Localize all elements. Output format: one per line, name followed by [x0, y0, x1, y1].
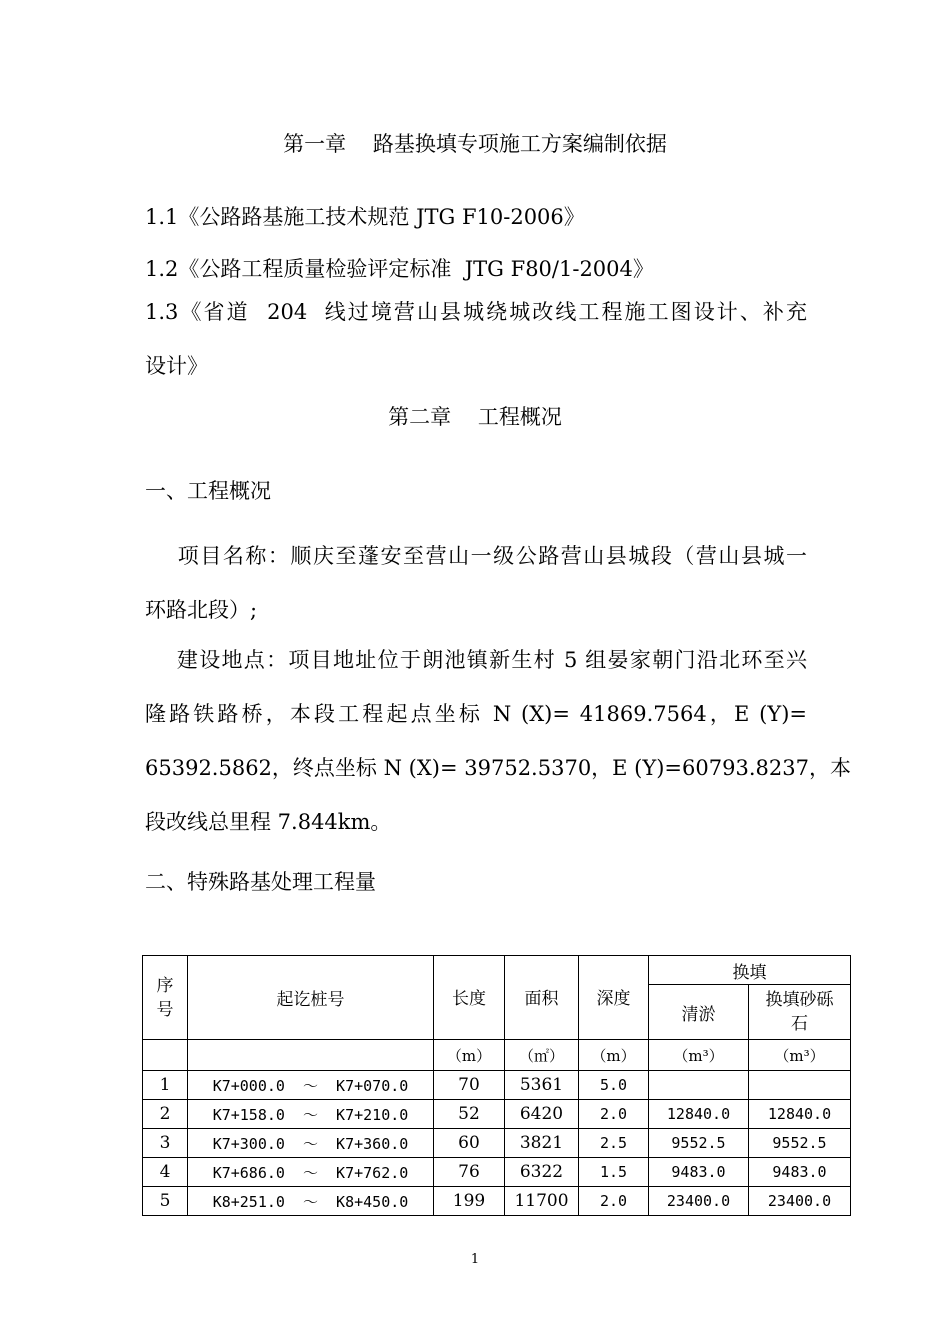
cell-stake: K8+251.0 ～ K8+450.0	[188, 1187, 434, 1216]
cell-depth: 2.0	[579, 1187, 649, 1216]
cell-gravel: 23400.0	[749, 1187, 851, 1216]
unit-depth: （m）	[579, 1040, 649, 1071]
location-paragraph	[145, 645, 851, 861]
page-number: 1	[470, 1252, 480, 1267]
header-replace: 换填	[649, 956, 851, 985]
cell-gravel: 9552.5	[749, 1129, 851, 1158]
cell-depth: 2.0	[579, 1100, 649, 1129]
unit-stake	[188, 1040, 434, 1071]
cell-area: 11700	[505, 1187, 579, 1216]
location-line-4: 段改线总里程 7.844km。	[145, 810, 392, 834]
location-line-2: 隆路铁路桥，本段工程起点坐标 N (X)= 41869.7564，E (Y)=	[145, 702, 807, 726]
header-length: 长度	[434, 956, 505, 1040]
basis-item-2: 1.2《公路工程质量检验评定标准 JTG F80/1-2004》	[145, 257, 654, 281]
cell-stake: K7+300.0 ～ K7+360.0	[188, 1129, 434, 1158]
unit-gravel: （m³）	[749, 1040, 851, 1071]
location-line-3: 65392.5862，终点坐标 N (X)= 39752.5370，E (Y)=60793.8237，本	[145, 756, 851, 780]
cell-stake: K7+158.0 ～ K7+210.0	[188, 1100, 434, 1129]
cell-area: 5361	[505, 1071, 579, 1100]
cell-stake: K7+000.0 ～ K7+070.0	[188, 1071, 434, 1100]
cell-length: 76	[434, 1158, 505, 1187]
section-1-heading: 一、工程概况	[145, 479, 271, 503]
unit-no	[143, 1040, 188, 1071]
cell-no: 2	[143, 1100, 188, 1129]
section-2-heading: 二、特殊路基处理工程量	[145, 870, 376, 894]
basis-item-3-line-1: 1.3《省道 204 线过境营山县城绕城改线工程施工图设计、补充	[145, 300, 807, 324]
unit-length: （m）	[434, 1040, 505, 1071]
project-name-line-2: 环路北段）;	[145, 598, 258, 622]
cell-depth: 2.5	[579, 1129, 649, 1158]
cell-depth: 5.0	[579, 1071, 649, 1100]
unit-area: （㎡）	[505, 1040, 579, 1071]
cell-area: 3821	[505, 1129, 579, 1158]
table-row	[143, 1100, 851, 1129]
table-row	[143, 1187, 851, 1216]
cell-silt	[649, 1071, 749, 1100]
basis-item-3	[145, 297, 807, 405]
cell-no: 4	[143, 1158, 188, 1187]
cell-area: 6322	[505, 1158, 579, 1187]
location-line-1: 建设地点：项目地址位于朗池镇新生村 5 组晏家朝门沿北环至兴	[145, 648, 807, 672]
table-row	[143, 1071, 851, 1100]
header-stake: 起讫桩号	[188, 956, 434, 1040]
cell-length: 52	[434, 1100, 505, 1129]
header-silt: 清淤	[649, 985, 749, 1040]
cell-length: 199	[434, 1187, 505, 1216]
project-name-paragraph	[145, 541, 807, 649]
table-row	[143, 1129, 851, 1158]
header-no: 序号	[143, 956, 188, 1040]
cell-length: 60	[434, 1129, 505, 1158]
basis-item-1: 1.1《公路路基施工技术规范 JTG F10-2006》	[145, 205, 585, 229]
header-depth: 深度	[579, 956, 649, 1040]
cell-depth: 1.5	[579, 1158, 649, 1187]
cell-silt: 12840.0	[649, 1100, 749, 1129]
unit-silt: （m³）	[649, 1040, 749, 1071]
cell-no: 3	[143, 1129, 188, 1158]
header-area: 面积	[505, 956, 579, 1040]
chapter-2-title: 第二章 工程概况	[388, 405, 562, 429]
cell-stake: K7+686.0 ～ K7+762.0	[188, 1158, 434, 1187]
cell-length: 70	[434, 1071, 505, 1100]
cell-no: 1	[143, 1071, 188, 1100]
cell-silt: 9552.5	[649, 1129, 749, 1158]
cell-silt: 9483.0	[649, 1158, 749, 1187]
cell-no: 5	[143, 1187, 188, 1216]
table-row	[143, 1158, 851, 1187]
cell-gravel: 9483.0	[749, 1158, 851, 1187]
subgrade-treatment-table	[142, 955, 851, 1216]
cell-gravel: 12840.0	[749, 1100, 851, 1129]
chapter-1-title: 第一章 路基换填专项施工方案编制依据	[283, 132, 667, 156]
cell-silt: 23400.0	[649, 1187, 749, 1216]
cell-gravel	[749, 1071, 851, 1100]
project-name-line-1: 项目名称：顺庆至蓬安至营山一级公路营山县城段（营山县城一	[145, 544, 807, 568]
cell-area: 6420	[505, 1100, 579, 1129]
basis-item-3-line-2: 设计》	[145, 354, 208, 378]
header-gravel: 换填砂砾石	[749, 985, 851, 1040]
